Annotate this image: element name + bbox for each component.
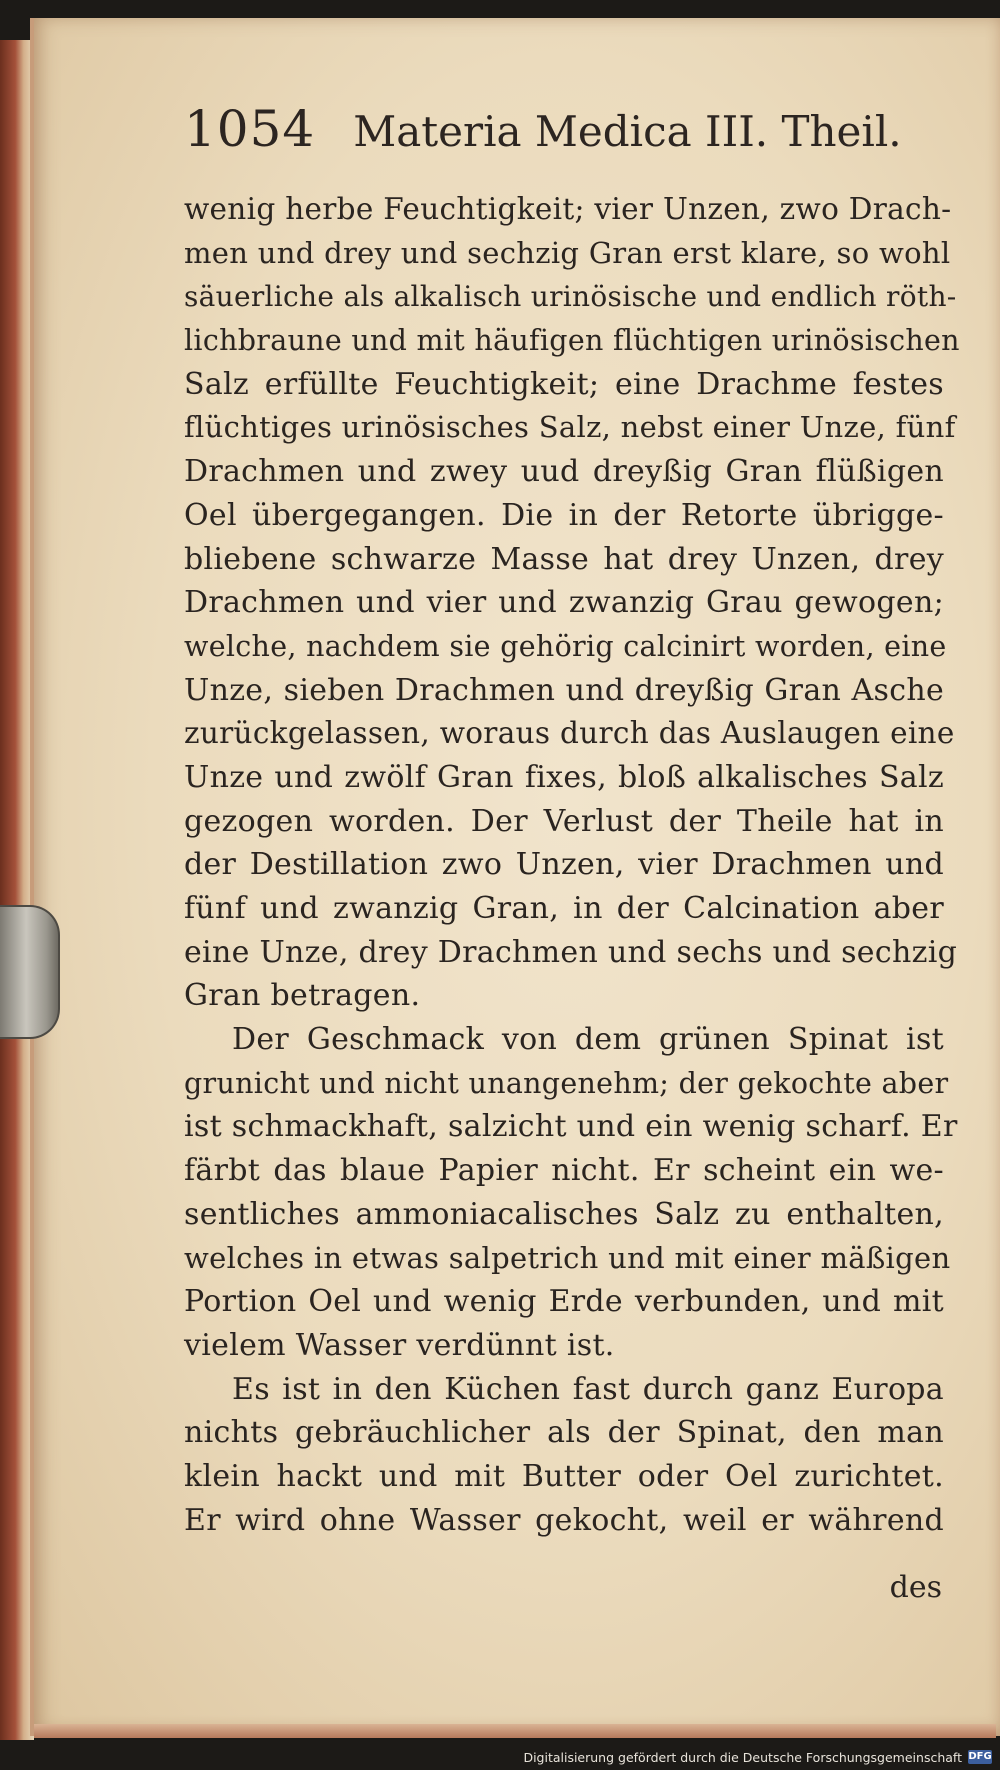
page-header — [184, 100, 944, 170]
text-line: lichbraune und mit häufigen flüchtigen urinösischen — [184, 324, 960, 358]
text-line: sentliches ammoniacalisches Salz zu enthalten, — [184, 1196, 944, 1232]
text-line: Er wird ohne Wasser gekocht, weil er während — [184, 1502, 944, 1538]
body-text — [184, 188, 960, 1542]
text-line: Salz erfüllte Feuchtigkeit; eine Drachme festes — [184, 366, 944, 402]
text-line: nichts gebräuchlicher als der Spinat, den man — [184, 1415, 944, 1451]
text-line: säuerliche als alkalisch urinösische und endlich röth- — [184, 280, 957, 314]
text-line: Portion Oel und wenig Erde verbunden, und mit — [184, 1284, 944, 1320]
text-line: ist schmackhaft, salzicht und ein wenig scharf. Er — [184, 1109, 958, 1145]
text-line: Oel übergegangen. Die in der Retorte übrigge- — [184, 497, 944, 533]
text-line: Drachmen und zwey uud dreyßig Gran flüßigen — [184, 454, 944, 490]
text-line: wenig herbe Feuchtigkeit; vier Unzen, zwo Drach- — [184, 192, 952, 226]
paragraph-start-line: Es ist in den Küchen fast durch ganz Europa — [232, 1371, 944, 1407]
page-number: 1054 — [184, 100, 316, 158]
digitization-credit — [0, 1744, 1000, 1770]
text-line: welche, nachdem sie gehörig calcinirt worden, eine — [184, 629, 947, 663]
text-line: vielem Wasser verdünnt ist. — [184, 1327, 615, 1363]
text-line: grunicht und nicht unangenehm; der gekochte aber — [184, 1066, 949, 1100]
text-line: Unze, sieben Drachmen und dreyßig Gran Asche — [184, 672, 944, 708]
text-line: färbt das blaue Papier nicht. Er scheint ein we- — [184, 1153, 944, 1189]
text-line: men und drey und sechzig Gran erst klare, so wohl — [184, 235, 951, 270]
text-line: Unze und zwölf Gran fixes, bloß alkalisches Salz — [184, 759, 944, 795]
paragraph-start-line: Der Geschmack von dem grünen Spinat ist — [232, 1022, 944, 1058]
running-head: Materia Medica III. Theil. — [353, 107, 902, 156]
text-line: bliebene schwarze Masse hat drey Unzen, drey — [184, 541, 944, 577]
text-line: flüchtiges urinösisches Salz, nebst einer Unze, fünf — [184, 410, 956, 445]
text-line: Gran betragen. — [184, 978, 421, 1014]
text-line: zurückgelassen, woraus durch das Auslaugen eine — [184, 716, 955, 751]
text-line: der Destillation zwo Unzen, vier Drachmen und — [184, 847, 944, 883]
credit-text: Digitalisierung gefördert durch die Deutsche Forschungsgemeinschaft — [523, 1749, 962, 1765]
text-line: klein hackt und mit Butter oder Oel zurichtet. — [184, 1458, 944, 1494]
text-line: Drachmen und vier und zwanzig Grau gewogen; — [184, 585, 944, 621]
text-line: welches in etwas salpetrich und mit einer mäßigen — [184, 1240, 951, 1275]
page-clip — [0, 905, 60, 1039]
text-line: eine Unze, drey Drachmen und sechs und sechzig — [184, 934, 958, 970]
page-bottom-edge — [34, 1724, 996, 1738]
dfg-logo: DFG — [968, 1751, 992, 1762]
catchword: des — [889, 1570, 942, 1605]
text-line: fünf und zwanzig Gran, in der Calcination aber — [184, 891, 944, 926]
text-line: gezogen worden. Der Verlust der Theile hat in — [184, 803, 944, 839]
book-edge — [0, 40, 34, 1740]
